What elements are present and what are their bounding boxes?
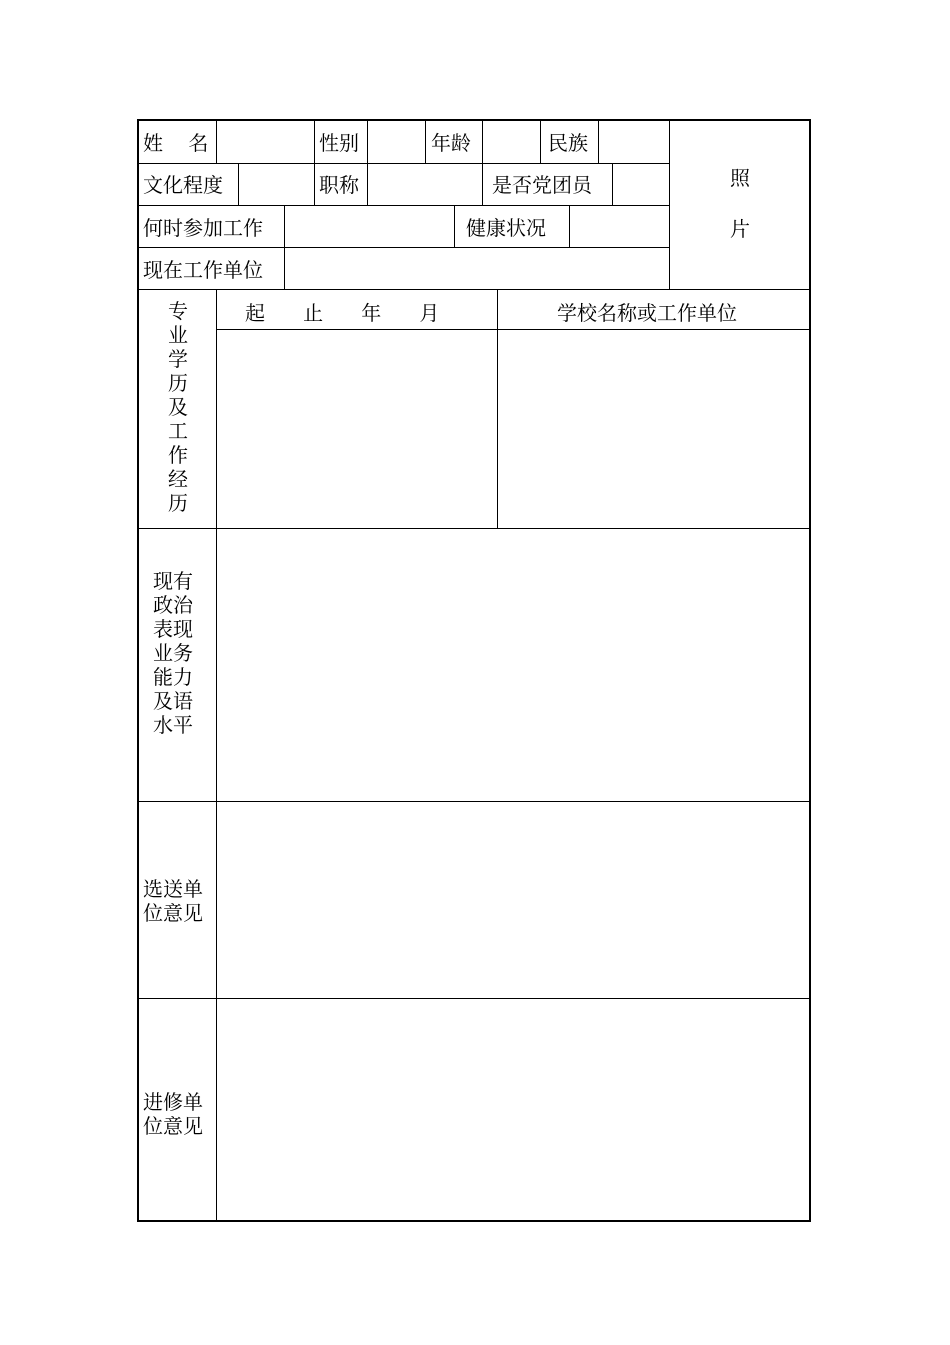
sending-unit-field[interactable] <box>217 802 809 998</box>
training-unit-field[interactable] <box>217 999 809 1220</box>
ethnicity-label: 民族 <box>548 131 588 155</box>
sending-unit-label: 选送单 位意见 <box>143 877 203 925</box>
current-unit-label: 现在工作单位 <box>143 258 263 282</box>
health-field[interactable] <box>570 205 669 247</box>
history-section-label: 专 业 学 历 及 工 作 经 历 <box>168 299 188 515</box>
league-member-field[interactable] <box>613 163 669 205</box>
gender-field[interactable] <box>368 121 425 163</box>
r1-div-4 <box>425 121 426 163</box>
name-label: 姓 名 <box>143 131 209 155</box>
name-field[interactable] <box>217 121 314 163</box>
period-header: 起 止 年 月 <box>245 301 440 325</box>
history-unit-field[interactable] <box>498 330 809 528</box>
ethnicity-field[interactable] <box>599 121 669 163</box>
r2-div-4 <box>482 163 483 205</box>
application-form <box>137 119 811 1222</box>
title-label: 职称 <box>319 173 359 197</box>
title-field[interactable] <box>368 163 482 205</box>
basic-bottom-line <box>139 289 809 290</box>
performance-section-label: 现有 政治 表现 业务 能力 及语 水平 <box>153 569 193 737</box>
education-label: 文化程度 <box>143 173 223 197</box>
unit-header: 学校名称或工作单位 <box>557 301 737 325</box>
r1-div-6 <box>540 121 541 163</box>
r1-div-2 <box>314 121 315 163</box>
work-start-field[interactable] <box>285 205 454 247</box>
r3-div-2 <box>454 205 455 247</box>
age-field[interactable] <box>483 121 540 163</box>
gender-label: 性别 <box>319 131 359 155</box>
photo-box[interactable] <box>670 121 809 289</box>
age-label: 年龄 <box>431 131 471 155</box>
current-unit-field[interactable] <box>285 247 669 289</box>
performance-field[interactable] <box>217 529 809 801</box>
photo-label-1: 照 <box>730 166 750 190</box>
history-period-field[interactable] <box>217 330 497 528</box>
r2-div-2 <box>314 163 315 205</box>
league-member-label: 是否党团员 <box>492 173 592 197</box>
training-unit-label: 进修单 位意见 <box>143 1090 203 1138</box>
photo-label-2: 片 <box>730 217 750 241</box>
education-field[interactable] <box>239 163 314 205</box>
health-label: 健康状况 <box>466 216 546 240</box>
work-start-label: 何时参加工作 <box>143 216 263 240</box>
